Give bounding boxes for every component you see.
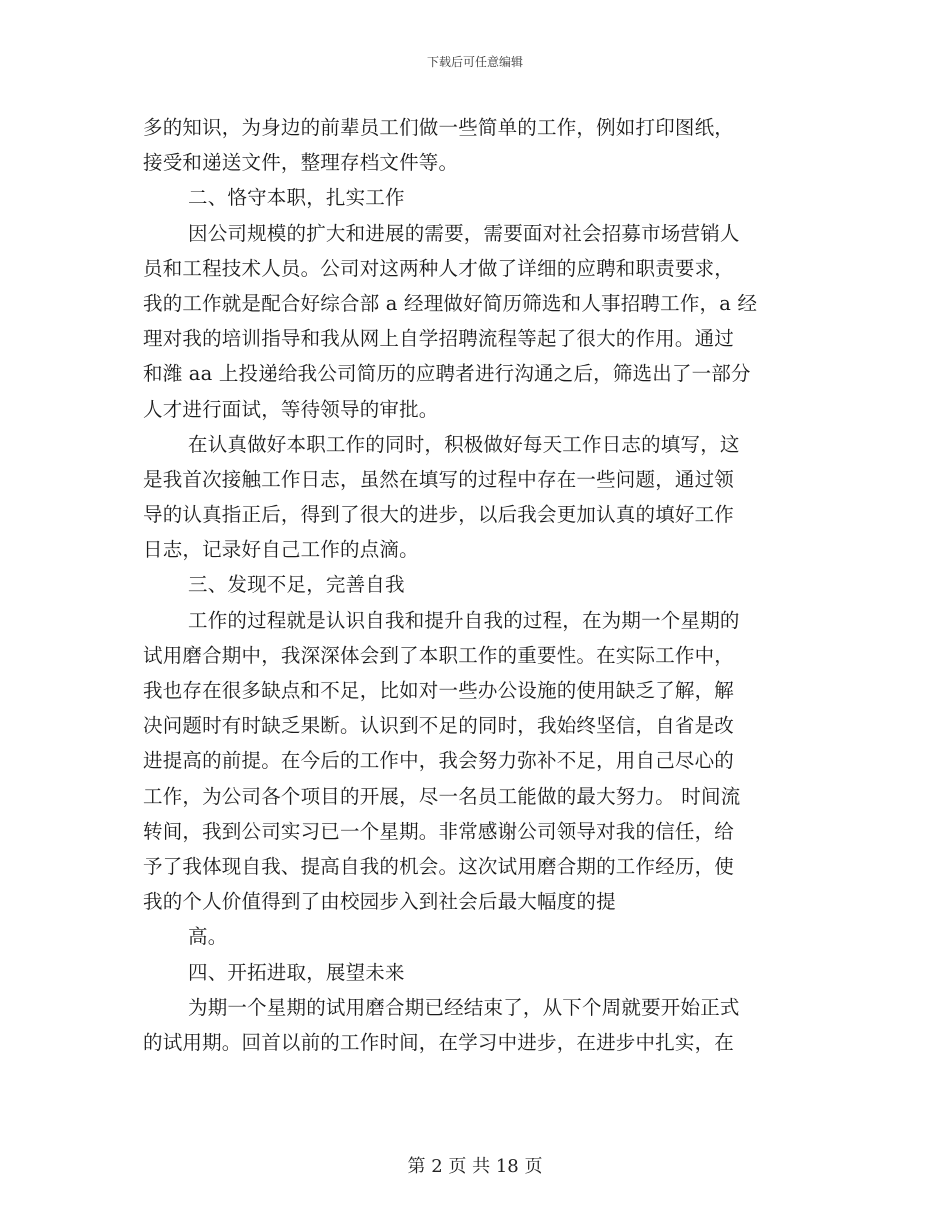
text-line: 多的知识，为身边的前辈员工们做一些简单的工作，例如打印图纸， (143, 116, 735, 139)
text-line: 接受和递送文件，整理存档文件等。 (143, 151, 459, 175)
text-line: 因公司规模的扩大和进展的需要，需要面对社会招募市场营销人 (188, 221, 740, 245)
text-line: 予了我体现自我、提高自我的机会。这次试用磨合期的工作经历，使 (143, 854, 735, 878)
text-line: 为期一个星期的试用磨合期已经结束了，从下个周就要开始正式 (188, 995, 740, 1019)
text-line: 日志，记录好自己工作的点滴。 (143, 538, 419, 562)
text-line: 工作的过程就是认识自我和提升自我的过程，在为期一个星期的 (188, 608, 740, 632)
text-line: 我也存在很多缺点和不足，比如对一些办公设施的使用缺乏了解，解 (143, 679, 735, 702)
text-line: 工作，为公司各个项目的开展，尽一名员工能做的最大努力。 时间流 (143, 784, 741, 808)
text-line: 在认真做好本职工作的同时，积极做好每天工作日志的填写，这 (188, 432, 740, 456)
text-line: 决问题时有时缺乏果断。认识到不足的同时，我始终坚信，自省是改 (143, 714, 735, 738)
text-line: 转间，我到公司实习已一个星期。非常感谢公司领导对我的信任，给 (143, 819, 735, 843)
text-line: 员和工程技术人员。公司对这两种人才做了详细的应聘和职责要求， (143, 256, 735, 280)
text-line: 是我首次接触工作日志，虽然在填写的过程中存在一些问题，通过领 (143, 467, 735, 491)
page-number: 第 2 页 共 18 页 (407, 1156, 543, 1177)
text-line: 试用磨合期中，我深深体会到了本职工作的重要性。在实际工作中， (143, 643, 735, 667)
text-line: 理对我的培训指导和我从网上自学招聘流程等起了很大的作用。通过 (143, 327, 735, 351)
text-line: 三、发现不足，完善自我 (188, 573, 405, 597)
text-line: 高。 (188, 925, 228, 949)
document-body (143, 110, 808, 1060)
text-line: 进提高的前提。在今后的工作中，我会努力弥补不足，用自己尽心的 (143, 749, 735, 773)
text-line: 二、恪守本职，扎实工作 (188, 186, 405, 210)
text-line: 我的工作就是配合好综合部 a 经理做好简历筛选和人事招聘工作，a 经 (143, 291, 758, 315)
text-line: 人才进行面试，等待领导的审批。 (143, 397, 439, 421)
text-line: 和潍 aa 上投递给我公司简历的应聘者进行沟通之后，筛选出了一部分 (143, 362, 751, 386)
text-line: 我的个人价值得到了由校园步入到社会后最大幅度的提 (143, 890, 616, 914)
text-line: 四、开拓进取，展望未来 (188, 960, 405, 984)
text-line: 的试用期。回首以前的工作时间，在学习中进步，在进步中扎实，在 (143, 1030, 735, 1054)
text-line: 导的认真指正后，得到了很大的进步，以后我会更加认真的填好工作 (143, 503, 735, 527)
page-header-note: 下载后可任意编辑 (426, 55, 523, 69)
